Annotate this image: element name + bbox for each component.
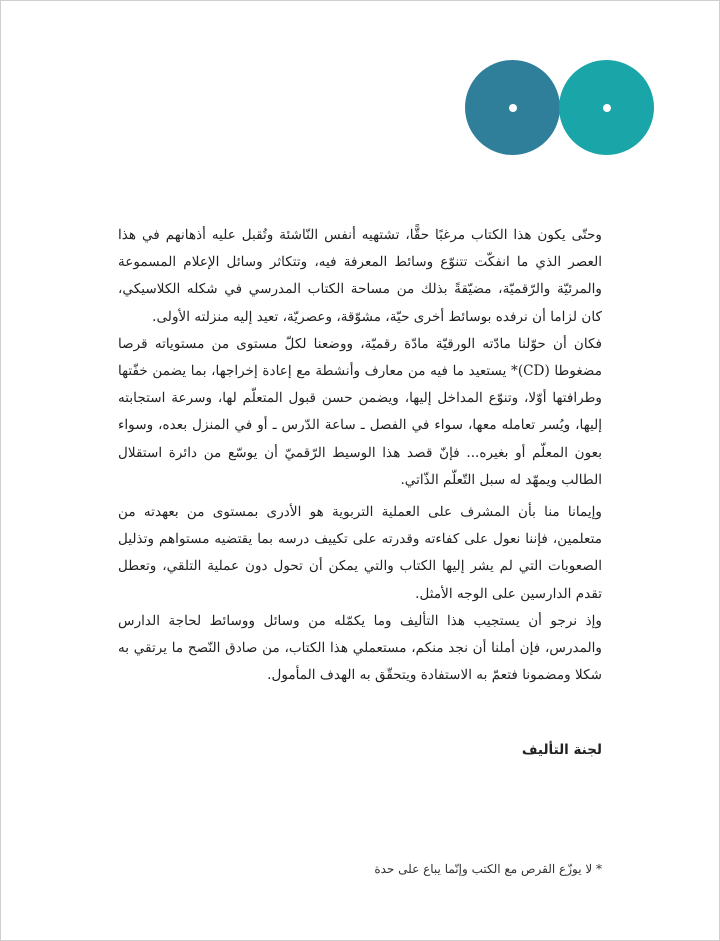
paragraph-4: وإذ نرجو أن يستجيب هذا التأليف وما يكمّله من وسائل ووسائط لحاجة الدارس والمدرس، فإن أملنا أن نجد منكم، مستعملي هذا الكتاب، من صادق النّصح ما يرتقي به شكلا ومضمونا فتعمّ به الاستفادة ويتحقّق به الهدف المأمول. [118,612,602,684]
paragraph-2: فكان أن حوّلنا مادّته الورقيّة مادّة رقميّة، ووضعنا لكلّ مستوى من مستوياته قرصا مضغوطا (CD)* يستعيد ما فيه من معارف وأنشطة مع إعادة إخراجها، بما يضمن خفّتها وطرافتها أوّلا، وتنوّع المداخل إليها، ويضمن حسن قبول المتعلّم لها، وسرعة استجابته إليها، ويُسر تعامله معها، سواء في الفصل ـ ساعة الدّرس ـ أو في المنزل بعده، وسواء بعون المعلّم أو بغيره... فإنّ قصد هذا الوسيط الرّقميّ أن يوسّع من دائرة استقلال الطالب ويمهّد له سبل التّعلّم الذّاتي. [118,335,602,488]
signature: لجنة التأليف [521,742,602,758]
circle-dot-icon [509,104,517,112]
circle-dot-icon [603,104,611,112]
decorative-circle-dark-icon [465,60,560,155]
footnote: * لا يوزّع القرص مع الكتب وإنّما يباع على حدة [374,862,602,876]
paragraph-3: وإيمانا منا بأن المشرف على العملية التربوية هو الأدرى بمستوى من بعهدته من متعلمين، فإننا نعول على كفاءته وقدرته على تكييف درسه بما يقتضيه مستواهم وتذليل الصعوبات التي لم يشر إليها الكتاب والتي يمكن أن تحول دون عملية التلقي، وتعطل تقدم الدارسين على الوجه الأمثل. [118,504,602,602]
decorative-circle-light-icon [559,60,654,155]
paragraph-1: وحتّى يكون هذا الكتاب مرغبًا حقًّا، تشتهيه أنفس النّاشئة وتُقبل عليه أذهانهم في هذا العصر الذي ما انفكّت تتنوّع وسائط المعرفة فيه، وتتكاثر وسائل الإعلام المسموعة والمرئيّة والرّقميّة، مضيّقةً بذلك من مساحة الكتاب المدرسي في شكله الكلاسيكي، كان لزاما أن نرفده بوسائط أخرى حيّة، مشوّقة، وعصريّة، تعيد إليه منزلته الأولى. [118,227,602,325]
preface-body [118,222,602,689]
